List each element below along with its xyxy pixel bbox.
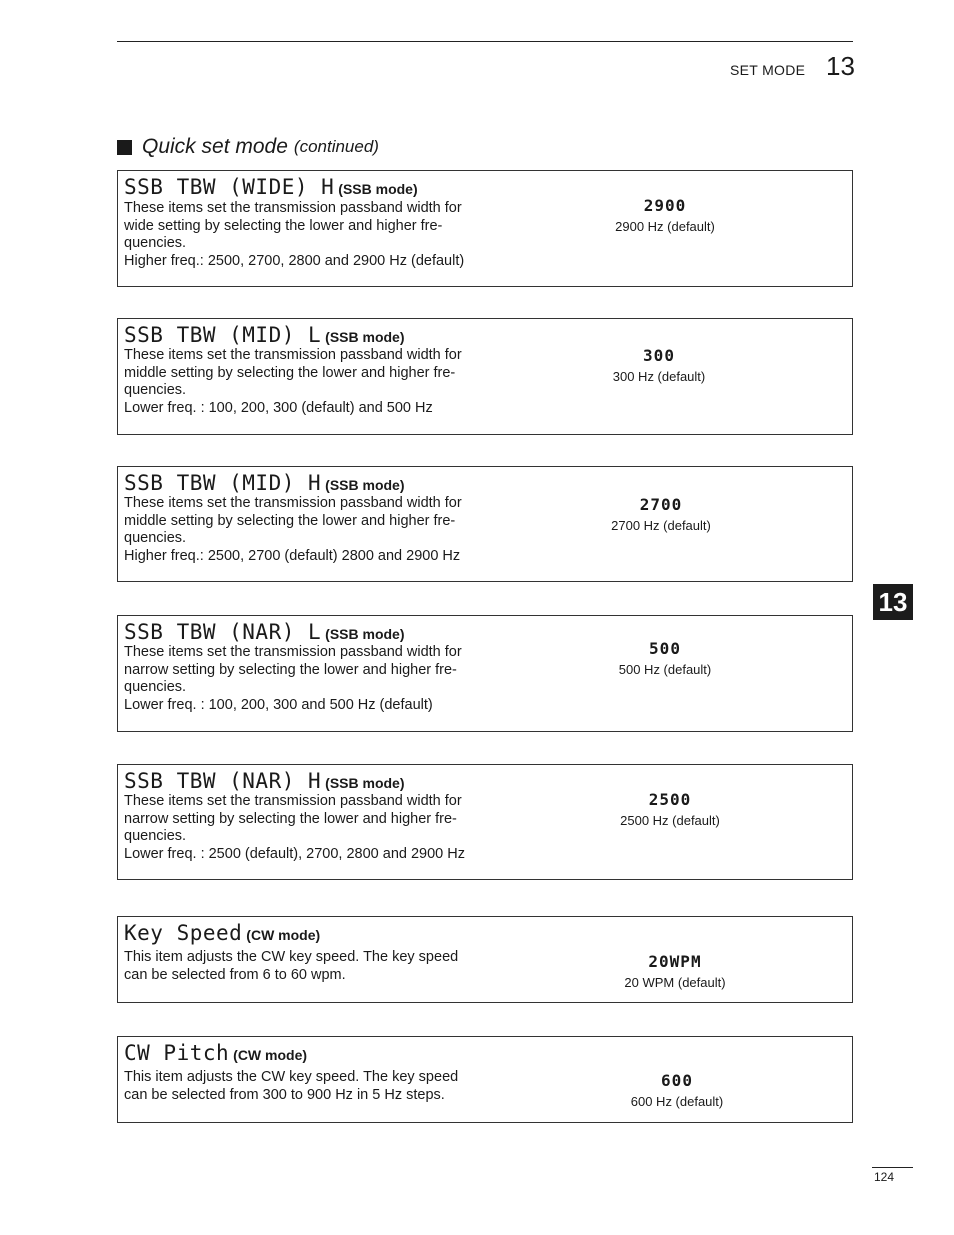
section-continued: (continued)	[293, 137, 379, 156]
lcd-item-title: SSB TBW (WIDE) H (SSB mode)	[124, 175, 418, 199]
item-description: This item adjusts the CW key speed. The key speed can be selected from 6 to 60 wpm.	[124, 949, 459, 983]
footer-rule	[872, 1167, 913, 1168]
chapter-tab: 13	[873, 584, 913, 620]
lcd-value: 2900	[643, 196, 687, 215]
item-description: These items set the transmission passband width for narrow setting by selecting the lower and higher fre- quencies. Lower freq. : 2500 (default), 2700, 2800 and 2900 Hz	[124, 793, 465, 862]
lcd-item-title: SSB TBW (NAR) L (SSB mode)	[124, 620, 405, 644]
setting-box-ssb-tbw-mid-l	[117, 318, 853, 435]
lcd-value-display	[570, 790, 770, 828]
value-caption: 2700 Hz (default)	[611, 518, 711, 533]
mode-label: (CW mode)	[246, 927, 321, 943]
lcd-value-display	[559, 346, 759, 384]
setting-box-ssb-tbw-mid-h	[117, 466, 853, 582]
header-chapter-number: 13	[826, 51, 855, 81]
page-number: 124	[874, 1170, 895, 1184]
mode-label: (SSB mode)	[325, 775, 405, 791]
lcd-item-title: SSB TBW (NAR) H (SSB mode)	[124, 769, 405, 793]
lcd-value: 500	[649, 639, 681, 658]
lcd-value: 2700	[639, 495, 683, 514]
lcd-value-display	[565, 196, 765, 234]
value-caption: 2900 Hz (default)	[615, 219, 715, 234]
lcd-value-display	[577, 1071, 777, 1109]
mode-label: (CW mode)	[233, 1047, 308, 1063]
header-section-label: SET MODE	[730, 62, 806, 78]
item-description: These items set the transmission passband width for middle setting by selecting the lower and higher fre- quencies. Lower freq. : 100, 200, 300 (default) and 500 Hz	[124, 347, 462, 416]
lcd-value: 300	[643, 346, 675, 365]
value-caption: 300 Hz (default)	[612, 369, 706, 384]
section-title: Quick set mode	[142, 135, 288, 158]
lcd-item-title: Key Speed (CW mode)	[124, 921, 321, 945]
lcd-value-display	[561, 495, 761, 533]
item-description: These items set the transmission passband width for wide setting by selecting the lower and higher fre- quencies. Higher freq.: 2500, 2700, 2800 and 2900 Hz (default)	[124, 200, 465, 269]
lcd-item-title: CW Pitch (CW mode)	[124, 1041, 308, 1065]
lcd-value-display	[565, 639, 765, 677]
lcd-item-title: SSB TBW (MID) L (SSB mode)	[124, 323, 405, 347]
setting-box-ssb-tbw-wide-h	[117, 170, 853, 287]
mode-label: (SSB mode)	[325, 626, 405, 642]
setting-box-cw-pitch	[117, 1036, 853, 1123]
setting-box-key-speed	[117, 916, 853, 1003]
setting-box-ssb-tbw-nar-l	[117, 615, 853, 732]
section-heading	[117, 135, 379, 159]
value-caption: 2500 Hz (default)	[620, 813, 720, 828]
value-caption: 600 Hz (default)	[630, 1094, 724, 1109]
value-caption: 20 WPM (default)	[624, 975, 726, 990]
mode-label: (SSB mode)	[325, 329, 405, 345]
lcd-value-display	[575, 952, 775, 990]
mode-label: (SSB mode)	[338, 181, 418, 197]
item-description: These items set the transmission passband width for middle setting by selecting the lower and higher fre- quencies. Higher freq.: 2500, 2700 (default) 2800 and 2900 Hz	[124, 495, 462, 564]
lcd-value: 600	[661, 1071, 693, 1090]
square-bullet-icon	[117, 140, 132, 155]
top-rule	[117, 41, 853, 42]
setting-box-ssb-tbw-nar-h	[117, 764, 853, 880]
lcd-value: 20WPM	[648, 952, 702, 971]
item-description: This item adjusts the CW key speed. The key speed can be selected from 300 to 900 Hz in 5 Hz steps.	[124, 1069, 459, 1103]
lcd-value: 2500	[648, 790, 692, 809]
mode-label: (SSB mode)	[325, 477, 405, 493]
item-description: These items set the transmission passband width for narrow setting by selecting the lower and higher fre- quencies. Lower freq. : 100, 200, 300 and 500 Hz (default)	[124, 644, 462, 713]
lcd-item-title: SSB TBW (MID) H (SSB mode)	[124, 471, 405, 495]
value-caption: 500 Hz (default)	[618, 662, 712, 677]
